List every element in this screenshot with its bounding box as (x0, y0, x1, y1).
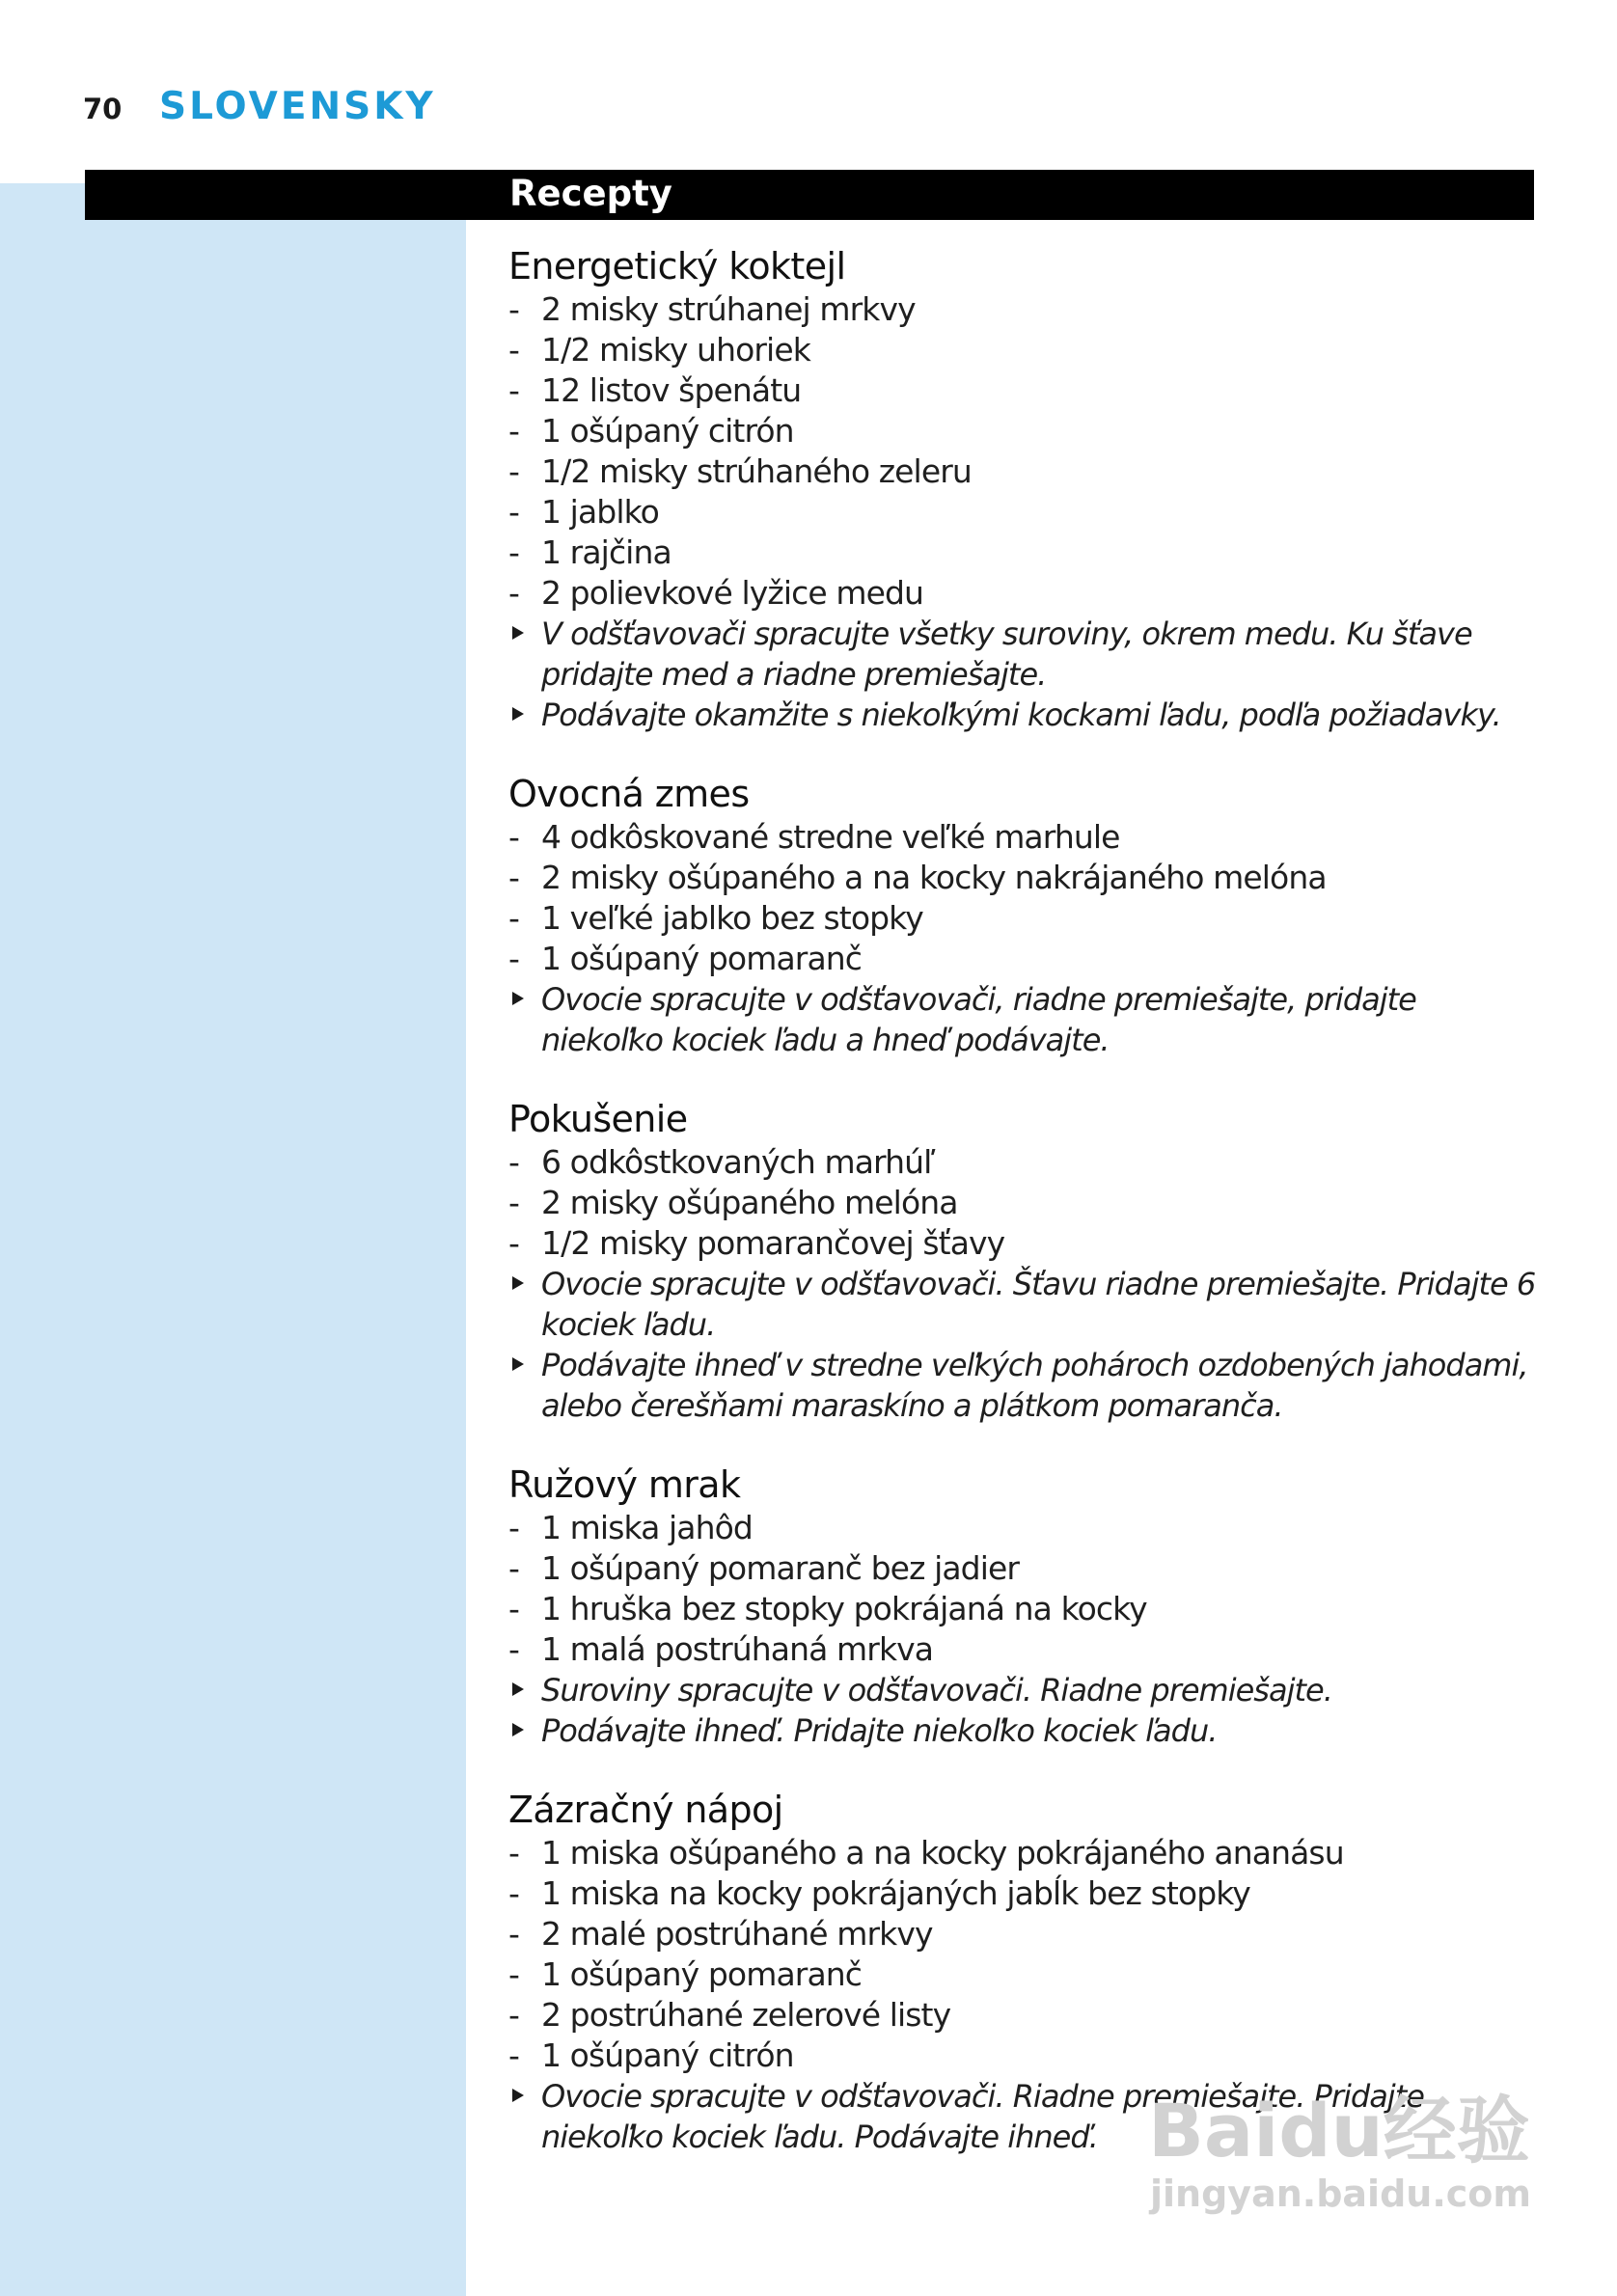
ingredient-item: - 2 malé postrúhané mrkvy (508, 1915, 933, 1953)
side-strip (0, 183, 466, 2296)
recipe-title: Energetický koktejl (508, 245, 846, 287)
dash-bullet: - (508, 412, 520, 450)
instruction-step: Podávajte okamžite s niekoľkými kockami ľadu, podľa požiadavky. (508, 695, 1541, 735)
instruction-step: Suroviny spracujte v odšťavovači. Riadne premiešajte. (508, 1670, 1541, 1710)
triangle-bullet-icon (512, 707, 524, 721)
dash-bullet: - (508, 1590, 520, 1627)
dash-bullet: - (508, 940, 520, 977)
ingredient-item: - 2 misky ošúpaného a na kocky nakrájaného melóna (508, 859, 1327, 896)
ingredient-item: - 1 ošúpaný citrón (508, 412, 794, 450)
ingredient-item: - 6 odkôstkovaných marhúľ (508, 1143, 935, 1181)
watermark-logo: Baidu经验 (1148, 2088, 1530, 2173)
dash-bullet: - (508, 1143, 520, 1181)
watermark-url: jingyan.baidu.com (1150, 2173, 1531, 2215)
triangle-bullet-icon (512, 626, 524, 640)
dash-bullet: - (508, 371, 520, 409)
dash-bullet: - (508, 1184, 520, 1221)
dash-bullet: - (508, 1996, 520, 2034)
ingredient-item: - 1 malá postrúhaná mrkva (508, 1630, 934, 1668)
recipe-ruzovy-mrak (508, 1462, 1541, 1751)
recipe-ovocna-zmes (508, 771, 1541, 1060)
recipes-list (508, 243, 1541, 2193)
ingredient-item: - 1/2 misky uhoriek (508, 331, 810, 369)
ingredient-item: - 1 ošúpaný pomaranč bez jadier (508, 1549, 1020, 1587)
dash-bullet: - (508, 1509, 520, 1546)
ingredient-item: - 4 odkôskované stredne veľké marhule (508, 818, 1120, 856)
recipe-energeticky-koktejl (508, 243, 1541, 735)
dash-bullet: - (508, 899, 520, 937)
dash-bullet: - (508, 859, 520, 896)
ingredient-item: - 2 misky strúhanej mrkvy (508, 290, 916, 328)
dash-bullet: - (508, 1955, 520, 1993)
instruction-step: Ovocie spracujte v odšťavovači. Riadne premiešajte. Pridajte niekoľko kociek ľadu. Podávajte ihneď. (508, 2076, 1541, 2157)
dash-bullet: - (508, 533, 520, 571)
instruction-step: V odšťavovači spracujte všetky suroviny, okrem medu. Ku šťave pridajte med a riadne premiešajte. (508, 614, 1541, 695)
ingredient-item: - 1 ošúpaný pomaranč (508, 1955, 863, 1993)
triangle-bullet-icon (512, 2089, 524, 2102)
ingredient-item: - 1 ošúpaný citrón (508, 2036, 794, 2074)
ingredient-item: - 1/2 misky pomarančovej šťavy (508, 1224, 1005, 1262)
instruction-step: Podávajte ihneď v stredne veľkých pohároch ozdobených jahodami, alebo čerešňami maraskíno a plátkom pomaranča. (508, 1345, 1541, 1426)
recipe-title: Pokušenie (508, 1098, 688, 1140)
recipe-title: Ružový mrak (508, 1463, 741, 1506)
triangle-bullet-icon (512, 1357, 524, 1371)
ingredient-item: - 12 listov špenátu (508, 371, 802, 409)
ingredient-item: - 2 misky ošúpaného melóna (508, 1184, 958, 1221)
dash-bullet: - (508, 493, 520, 531)
triangle-bullet-icon (512, 992, 524, 1005)
dash-bullet: - (508, 1630, 520, 1668)
dash-bullet: - (508, 290, 520, 328)
dash-bullet: - (508, 574, 520, 612)
dash-bullet: - (508, 1834, 520, 1872)
page-number: 70 (83, 93, 123, 125)
dash-bullet: - (508, 1874, 520, 1912)
triangle-bullet-icon (512, 1276, 524, 1290)
recipe-pokusenie (508, 1096, 1541, 1426)
recipe-title: Zázračný nápoj (508, 1789, 783, 1831)
dash-bullet: - (508, 452, 520, 490)
ingredient-item: - 1 miska na kocky pokrájaných jabĺk bez stopky (508, 1874, 1250, 1912)
dash-bullet: - (508, 1224, 520, 1262)
ingredient-item: - 1 hruška bez stopky pokrájaná na kocky (508, 1590, 1147, 1627)
ingredient-item: - 1 rajčina (508, 533, 671, 571)
triangle-bullet-icon (512, 1723, 524, 1736)
ingredient-item: - 2 postrúhané zelerové listy (508, 1996, 951, 2034)
ingredient-item: - 1 miska jahôd (508, 1509, 753, 1546)
dash-bullet: - (508, 818, 520, 856)
ingredient-item: - 1 jablko (508, 493, 659, 531)
baidu-watermark (1148, 2072, 1534, 2217)
instruction-step: Ovocie spracujte v odšťavovači. Šťavu riadne premiešajte. Pridajte 6 kociek ľadu. (508, 1264, 1541, 1345)
recipe-title: Ovocná zmes (508, 773, 750, 815)
section-title-bar (85, 170, 1534, 220)
dash-bullet: - (508, 1549, 520, 1587)
ingredient-item: - 1/2 misky strúhaného zeleru (508, 452, 972, 490)
dash-bullet: - (508, 1915, 520, 1953)
dash-bullet: - (508, 2036, 520, 2074)
ingredient-item: - 1 ošúpaný pomaranč (508, 940, 863, 977)
instruction-step: Ovocie spracujte v odšťavovači, riadne premiešajte, pridajte niekoľko kociek ľadu a hneď podávajte. (508, 979, 1541, 1060)
ingredient-item: - 1 veľké jablko bez stopky (508, 899, 923, 937)
triangle-bullet-icon (512, 1682, 524, 1696)
section-title: Recepty (509, 173, 672, 214)
dash-bullet: - (508, 331, 520, 369)
language-heading: SLOVENSKY (159, 85, 436, 128)
instruction-step: Podávajte ihneď. Pridajte niekoľko kociek ľadu. (508, 1710, 1541, 1751)
ingredient-item: - 1 miska ošúpaného a na kocky pokrájaného ananásu (508, 1834, 1344, 1872)
ingredient-item: - 2 polievkové lyžice medu (508, 574, 924, 612)
